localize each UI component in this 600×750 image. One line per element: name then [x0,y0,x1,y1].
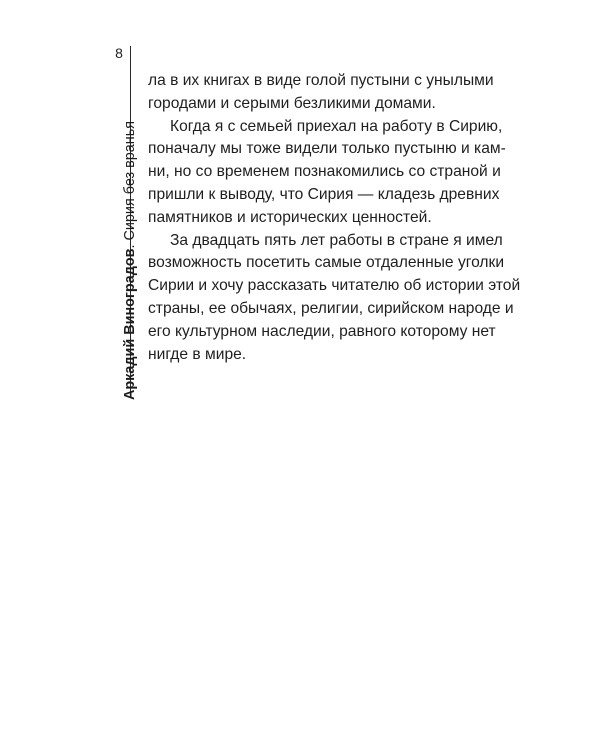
text-line: возможность посетить самые отдаленные уголки [148,254,505,272]
body-text [148,70,521,366]
text-line: Сирии и хочу рассказать читателю об истории этой [148,277,521,295]
text-line: поначалу мы тоже видели только пустыню и кам- [148,140,506,158]
text-line: нигде в мире. [148,345,247,363]
paragraph-3 [148,230,521,367]
paragraph-1 [148,70,494,116]
running-head-author: Аркадий Виноградов [122,248,138,400]
running-head-title: Сирия без вранья [122,120,138,241]
text-line: его культурном наследии, равного которому нет [148,322,496,340]
text-line: памятников и исторических ценностей. [148,208,432,226]
text-line: городами и серыми безликими домами. [148,94,436,112]
paragraph-2 [148,116,506,230]
text-line: ни, но со временем познакомились со страной и [148,163,501,181]
page-number: 8 [115,45,123,61]
running-head [121,121,139,400]
text-line: страны, ее обычаях, религии, сирийском народе и [148,299,514,317]
text-line: За двадцать пять лет работы в стране я имел [170,231,503,249]
running-head-separator: . [122,240,138,249]
text-line: Когда я с семьей приехал на работу в Сирию, [170,117,503,135]
text-line: ла в их книгах в виде голой пустыни с унылыми [148,72,494,89]
text-line: пришли к выводу, что Сирия — кладезь древних [148,185,500,203]
